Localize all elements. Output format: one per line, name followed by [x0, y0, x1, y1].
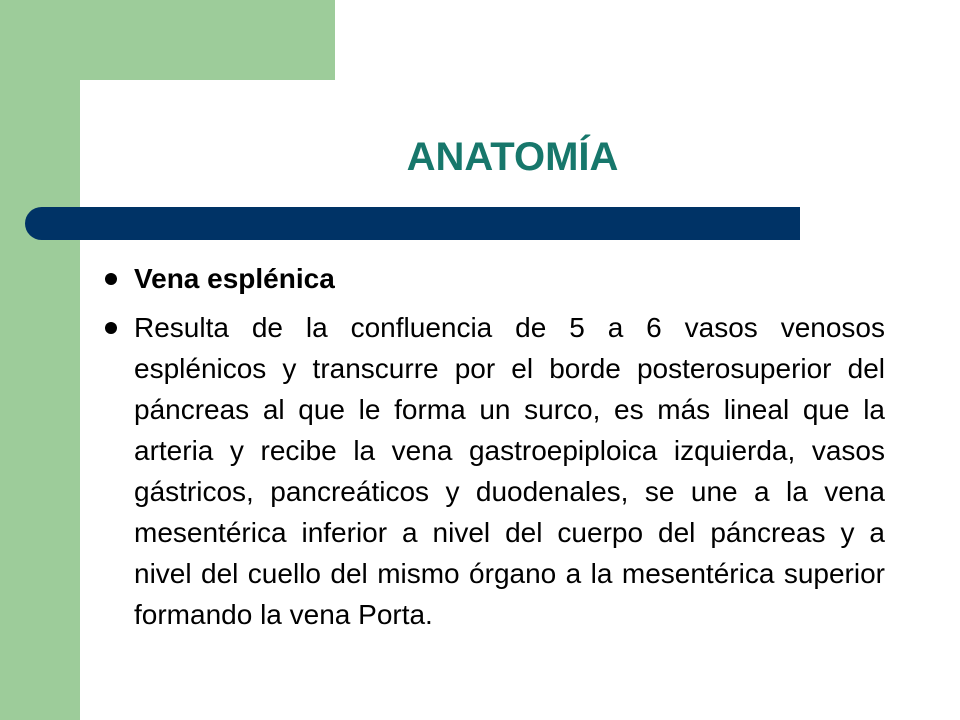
bullet-dot-icon [105, 322, 117, 334]
bullet-description-text: Resulta de la confluencia de 5 a 6 vasos venosos esplénicos y transcurre por el borde posterosuperior del páncreas al que le forma un surco, es más lineal que la arteria y recibe la vena gastroepiploica izquierda, vasos gástricos, pancreáticos y duodenales, se une a la vena mesentérica inferior a nivel del cuerpo del páncreas y a nivel del cuello del mismo órgano a la mesentérica superior formando la vena Porta. [134, 312, 885, 630]
bullet-dot-icon [105, 273, 117, 285]
bullet-item-description [100, 307, 885, 635]
bullet-heading-text: Vena esplénica [134, 263, 335, 294]
title-divider-bar [25, 207, 800, 240]
decorative-rounded-corner [80, 80, 200, 200]
slide-title: ANATOMÍA [406, 135, 619, 179]
decorative-green-left-band [0, 0, 80, 720]
bullet-list [100, 258, 885, 635]
bullet-item-heading [100, 258, 885, 299]
